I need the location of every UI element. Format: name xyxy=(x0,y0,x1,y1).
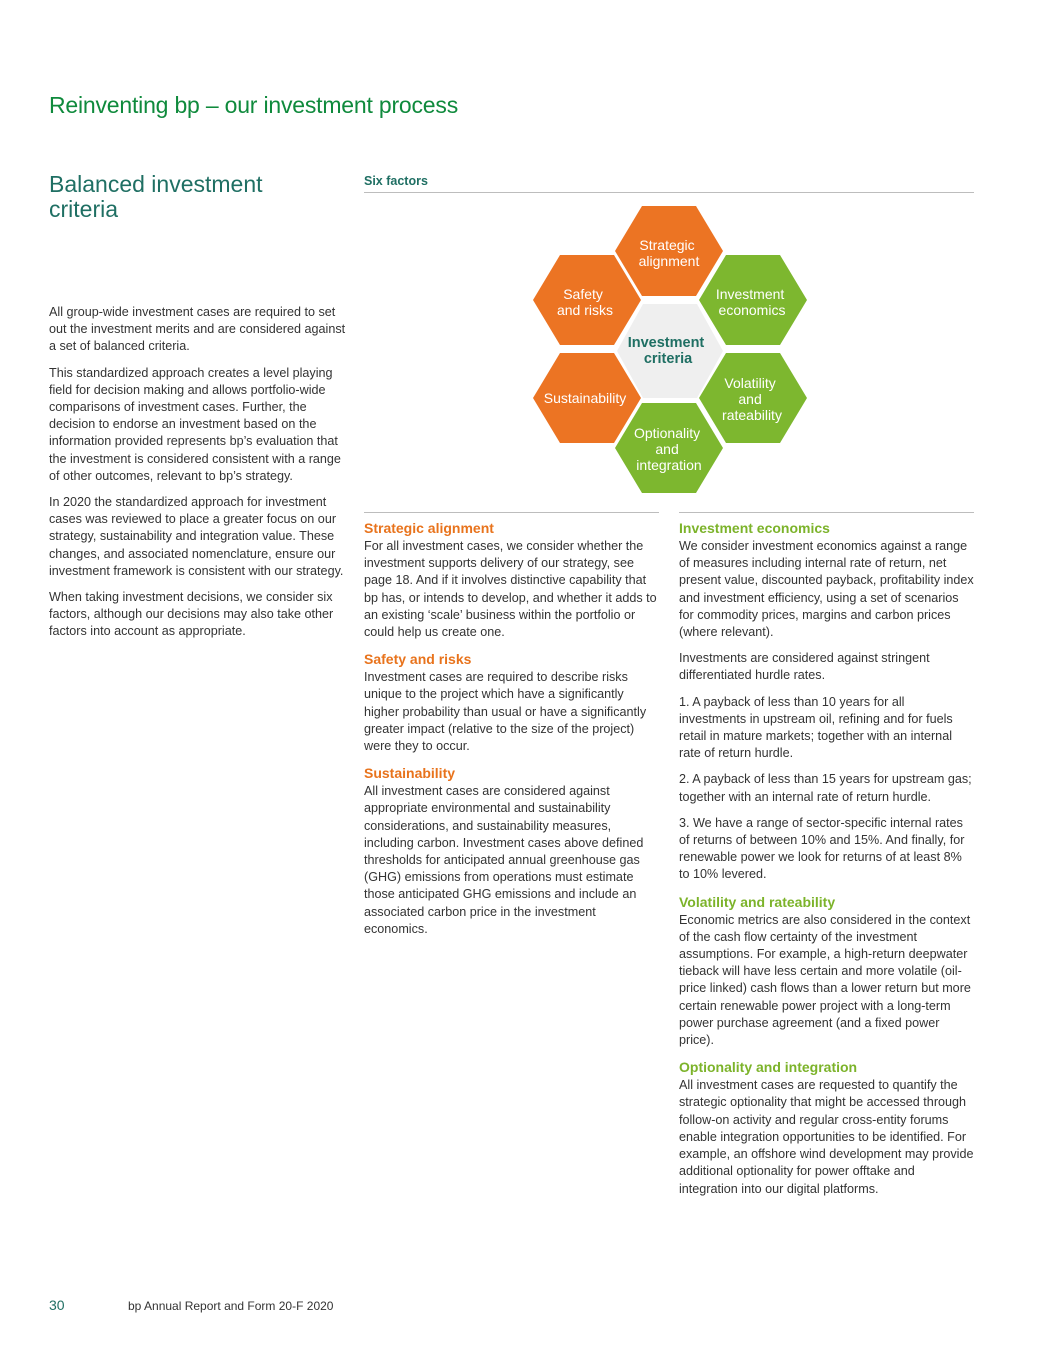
intro-text xyxy=(49,304,349,650)
intro-paragraph: In 2020 the standardized approach for investment cases was reviewed to place a greater focus on our strategy, sustainability and integration value. These changes, and associated nomenclature, ensure our investment framework is consistent with our strategy. xyxy=(49,495,344,578)
factor-strategic-alignment xyxy=(364,519,659,641)
factor-text: Economic metrics are also considered in the context of the cash flow certainty of the investment assumptions. For example, a high-return deepwater tieback will have less certain and more volatile (oil-price linked) cash flows than a lower return but more certain renewable power project with a long-term power purchase agreement (and a fixed power price). xyxy=(679,912,971,1048)
factor-title: Safety and risks xyxy=(364,651,472,668)
factor-text: Investment cases are required to describe risks unique to the project which have a significantly higher probability than usual or have a significantly greater impact (relative to the size of the project) were they to occur. xyxy=(364,670,647,754)
factor-title: Optionality and integration xyxy=(679,1059,858,1076)
page-title-sub: our investment process xyxy=(218,92,458,118)
factors-column-right xyxy=(679,512,974,1207)
factor-text: All investment cases are requested to quantify the strategic optionality that might be accessed through follow-on activity and regular cross-entity forums enable integration opportunities to be identified. For example, an offshore wind development may provide additional optionality for power offtake and integration into our digital platforms. xyxy=(679,1078,974,1196)
page-title-main: Reinventing bp – xyxy=(49,92,219,118)
factor-sustainability xyxy=(364,764,659,938)
hex-strategic-alignment-label: Strategic alignment xyxy=(638,237,700,269)
factor-title: Volatility and rateability xyxy=(679,893,836,910)
page-number: 30 xyxy=(49,1297,65,1313)
section-heading: Balanced investment criteria xyxy=(49,171,263,222)
factor-text: We consider investment economics against a range of measures including internal rate of return, net present value, discounted payback, profitability index and investment efficiency, using a set of scenarios for commodity prices, margins and carbon prices (where relevant). xyxy=(679,539,974,640)
intro-paragraph: All group-wide investment cases are required to set out the investment merits and are considered against a set of balanced criteria. xyxy=(49,305,346,354)
factor-title: Strategic alignment xyxy=(364,520,494,536)
hex-investment-economics-label: Investment economics xyxy=(715,286,786,318)
factor-title: Sustainability xyxy=(364,765,456,782)
page-title xyxy=(49,92,458,119)
factor-text: For all investment cases, we consider whether the investment supports delivery of our strategy, see page 18. And if it involves distinctive capability that bp has, or intends to develop, and whether it adds to an existing ‘scale’ business within the portfolio or could help us create one. xyxy=(364,539,657,640)
intro-paragraph: This standardized approach creates a level playing field for decision making and allows portfolio-wide comparisons of investment cases. Further, the decision to endorse an investment based on the information provided represents bp’s evaluation that the investment is considered consistent with a range of other outcomes, relevant to bp’s strategy. xyxy=(49,365,341,483)
factor-investment-economics xyxy=(679,519,974,884)
factor-text: All investment cases are considered against appropriate environmental and sustainability considerations, and sustainability measures, including carbon. Investment cases above defined thresholds for anticipated annual greenhouse gas (GHG) emissions from operations must estimate those anticipated GHG emissions and include an associated carbon price in the investment economics. xyxy=(364,784,644,936)
hex-safety-risks-label: Safety and risks xyxy=(556,286,614,318)
hex-volatility-rateability-label: Volatility and rateability xyxy=(722,375,782,423)
report-name: bp Annual Report and Form 20-F 2020 xyxy=(128,1299,334,1313)
six-factors-header: Six factors xyxy=(364,174,974,193)
factors-column-left xyxy=(364,512,659,947)
factor-title: Investment economics xyxy=(679,520,830,536)
intro-paragraph: When taking investment decisions, we consider six factors, although our decisions may also take other factors into account as appropriate. xyxy=(49,590,334,639)
factor-text: 3. We have a range of sector-specific internal rates of returns of between 10% and 15%. And finally, for renewable power we look for returns of at least 8% to 10% levered. xyxy=(679,815,965,882)
factor-text: Investments are considered against stringent differentiated hurdle rates. xyxy=(679,651,930,683)
factor-text: 1. A payback of less than 10 years for all investments in upstream oil, refining and for fuels retail in mature markets; together with an internal rate of return hurdle. xyxy=(679,694,953,761)
factor-text: 2. A payback of less than 15 years for upstream gas; together with an internal rate of return hurdle. xyxy=(679,772,972,804)
center-label: Investment criteria xyxy=(627,335,705,367)
factor-optionality-integration xyxy=(679,1058,974,1197)
factor-volatility-rateability xyxy=(679,893,974,1050)
hex-sustainability-label: Sustainability xyxy=(543,390,627,406)
factor-safety-risks xyxy=(364,650,659,755)
six-factors-diagram xyxy=(530,200,810,500)
hex-optionality-integration-label: Optionality and integration xyxy=(633,425,702,473)
